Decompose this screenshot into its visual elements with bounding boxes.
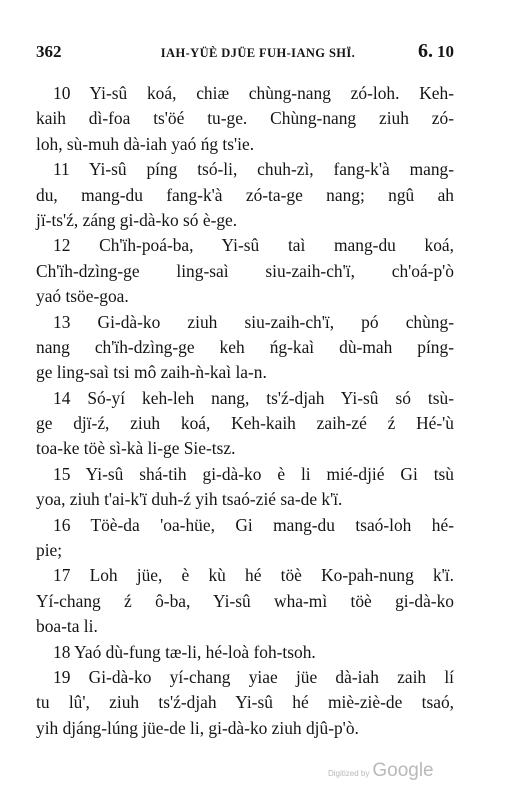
watermark-prefix: Digitized by bbox=[328, 769, 370, 778]
verse-17-line-1: 17 Loh jüe, è kù hé töè Ko-pah-nung k'ï. bbox=[53, 565, 454, 586]
chapter-number: 6. bbox=[418, 40, 433, 62]
verse-14-line-1: 14 Só-yí keh-leh nang, ts'ź-djah Yi-sû só tsù- bbox=[53, 387, 454, 408]
verse-17-line-3: boa-ta li. bbox=[36, 616, 98, 637]
google-logo: Google bbox=[372, 760, 434, 781]
digitized-watermark bbox=[328, 760, 434, 782]
body-text bbox=[36, 81, 454, 741]
verse-12-line-2: Ch'ïh-dzìng-ge ling-saì siu-zaih-ch'ï, ch'oá-p'ò bbox=[36, 260, 454, 281]
verse-17-line-2: Yí-chang ź ô-ba, Yi-sû wha-mì töè gi-dà-ko bbox=[36, 590, 454, 611]
verse-15-line-2: yoa, ziuh t'ai-k'ï duh-ź yih tsaó-zié sa-de k'ï. bbox=[36, 489, 343, 510]
page-number: 362 bbox=[36, 42, 62, 61]
verse-13-line-2: nang ch'ïh-dzìng-ge keh ńg-kaì dù-mah píng- bbox=[36, 336, 454, 357]
verse-10-line-3: loh, sù-muh dà-iah yaó ńg ts'ie. bbox=[36, 133, 255, 154]
chapter-verse-reference bbox=[418, 40, 454, 63]
verse-number: 10 bbox=[437, 42, 454, 61]
verse-16-line-1: 16 Töè-da 'oa-hüe, Gi mang-du tsaó-loh hé- bbox=[53, 514, 454, 535]
verse-11-line-3: jï-ts'ź, záng gi-dà-ko só è-ge. bbox=[36, 209, 238, 230]
verse-10-line-2: kaih dì-foa ts'öé tu-ge. Chùng-nang ziuh zó- bbox=[36, 108, 454, 129]
running-header bbox=[36, 40, 454, 66]
verse-11-line-2: du, mang-du fang-k'à zó-ta-ge nang; ngû ah bbox=[36, 184, 454, 205]
verse-18-line-1: 18 Yaó dù-fung tæ-li, hé-loà foh-tsoh. bbox=[53, 641, 316, 662]
verse-11-line-1: 11 Yi-sû píng tsó-li, chuh-zì, fang-k'à mang- bbox=[53, 159, 454, 180]
verse-14-line-3: toa-ke töè sì-kà li-ge Sie-tsz. bbox=[36, 438, 236, 459]
verse-13-line-3: ge ling-saì tsi mô zaih-ǹ-kaì la-n. bbox=[36, 362, 267, 383]
verse-16-line-2: pie; bbox=[36, 540, 63, 561]
verse-19-line-3: yih djáng-lúng jüe-de li, gi-dà-ko ziuh djû-p'ò. bbox=[36, 717, 359, 738]
verse-12-line-3: yaó tsöe-goa. bbox=[36, 286, 129, 307]
verse-19-line-1: 19 Gi-dà-ko yí-chang yiae jüe dà-iah zaih lí bbox=[53, 666, 454, 687]
verse-19-line-2: tu lû', ziuh ts'ź-djah Yi-sû hé miè-ziè-de tsaó, bbox=[36, 692, 454, 713]
verse-14-line-2: ge djï-ź, ziuh koá, Keh-kaih zaih-zé ź Hé-'ù bbox=[36, 413, 454, 434]
running-title: IAH-YÜÈ DJÜE FUH-IANG SHÏ. bbox=[160, 46, 356, 60]
verse-10-line-1: 10 Yi-sû koá, chiæ chùng-nang zó-loh. Keh- bbox=[53, 83, 454, 103]
verse-12-line-1: 12 Ch'ïh-poá-ba, Yi-sû taì mang-du koá, bbox=[53, 235, 454, 256]
verse-13-line-1: 13 Gi-dà-ko ziuh siu-zaih-ch'ï, pó chùng- bbox=[53, 311, 454, 332]
verse-15-line-1: 15 Yi-sû shá-tih gi-dà-ko è li mié-djié Gi tsù bbox=[53, 463, 454, 484]
